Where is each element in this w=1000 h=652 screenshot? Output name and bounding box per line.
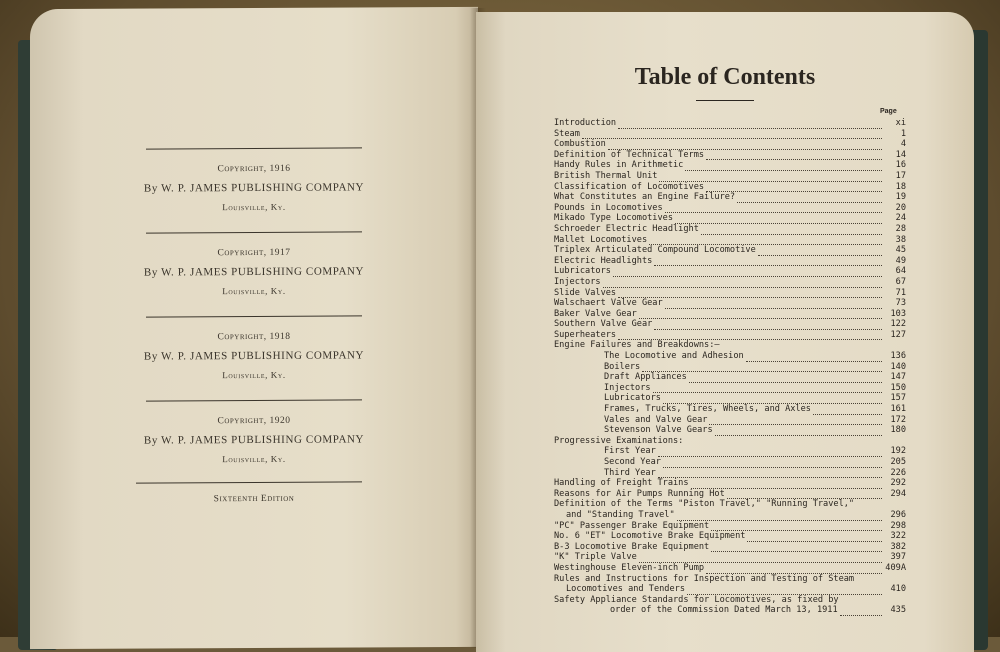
toc-entry-page: 205 [890,457,906,467]
toc-entry-label: Safety Appliance Standards for Locomotives, as fixed by [554,594,839,605]
toc-entry-label: Rules and Instructions for Inspection and Testing of Steam [554,573,855,584]
toc-entry [554,266,906,277]
leader-dots [618,121,882,129]
toc-entry [554,171,906,182]
toc-entry [554,129,906,140]
leader-dots [608,142,882,150]
toc-entry-page: 67 [895,276,906,287]
leader-dots [658,470,882,478]
toc-entry [554,150,906,161]
toc-entry-page: 292 [890,478,906,489]
leader-dots [727,491,882,499]
toc-entry-label: Third Year [604,467,656,478]
toc-entry-page: 150 [890,382,906,393]
toc-entry-page: 382 [890,541,906,552]
toc-entry-page: 49 [895,255,906,266]
toc-entry-label: "PC" Passenger Brake Equipment [554,520,710,531]
leader-dots [747,534,882,542]
toc-entry-label: Injectors [604,382,651,393]
toc-entry [554,340,906,351]
leader-dots [603,280,882,288]
toc-entry [554,531,906,542]
toc-entry-label: Triplex Articulated Compound Locomotive [554,245,756,256]
toc-entry-page: 17 [895,170,906,181]
toc-entry [554,256,906,267]
toc-entry-label: Walschaert Valve Gear [554,298,663,309]
toc-entry [554,309,906,320]
leader-dots [618,290,882,298]
copyright-year: Copyright, 1916 [217,163,291,175]
toc-entry-label: Definition of the Terms "Piston Travel," "Running Travel," [554,499,855,510]
toc-entry-page: 14 [895,149,906,160]
publisher-name: By W. P. JAMES PUBLISHING COMPANY [143,349,365,363]
toc-entry-label: Progressive Examinations: [554,435,684,446]
toc-entry-label: Superheaters [554,329,617,340]
toc-entry-page: 435 [890,605,906,616]
toc-entry [554,446,906,457]
copyright-year: Copyright, 1917 [217,247,291,259]
leader-dots [711,544,882,552]
copyright-block-4 [30,415,478,465]
toc-entry [554,288,906,299]
toc-entry-label: Pounds in Locomotives [554,202,663,213]
toc-entry-page: 28 [895,223,906,234]
toc-entry-label: Engine Failures and Breakdowns:— [554,340,720,351]
leader-dots [687,587,882,595]
leader-dots [649,237,882,245]
toc-entry [554,542,906,553]
copyright-block-2 [30,247,478,297]
toc-entry-page: 64 [895,266,906,277]
toc-entry [554,203,906,214]
toc-entry [554,277,906,288]
leader-dots [613,269,882,277]
leader-dots [618,332,882,340]
toc-entry-page: 136 [890,351,906,362]
toc-entry-label: Boilers [604,361,641,372]
leader-dots [706,184,882,192]
toc-entry [554,298,906,309]
toc-entry-label: Handling of Freight Trains [554,478,689,489]
leader-dots [639,311,882,319]
toc-entry [554,552,906,563]
toc-entry [554,521,906,532]
leader-dots [677,513,882,521]
toc-entry-page: 157 [890,393,906,404]
leader-dots [711,523,882,531]
toc-entry-label: "K" Triple Valve [554,552,637,563]
toc-entry [554,182,906,193]
leader-dots [665,301,882,309]
toc-entry-page: 409A [885,562,906,573]
toc-entry [554,383,906,394]
toc-entry-page: 24 [895,213,906,224]
toc-entry-page: 127 [890,329,906,340]
toc-entry-page: 1 [900,128,906,139]
toc-entry-label: Classification of Locomotives [554,181,705,192]
toc-entry [554,510,906,521]
toc-entry-label: Handy Rules in Arithmetic [554,160,684,171]
toc-entry-page: 16 [895,160,906,171]
toc-entry [554,319,906,330]
toc-entry-page: 172 [890,414,906,425]
toc-entry-label: Mikado Type Locomotives [554,213,673,224]
toc-entry [554,192,906,203]
toc-entry [554,362,906,373]
toc-entry-label: The Locomotive and Adhesion [604,351,744,362]
divider-rule [146,399,362,401]
leader-dots [701,227,882,235]
toc-entry-label: Vales and Valve Gear [604,414,708,425]
page-title: Table of Contents [634,64,816,90]
divider-rule [146,147,362,149]
leader-dots [653,385,882,393]
leader-dots [663,396,882,404]
toc-entry [554,235,906,246]
toc-entry-label: Reasons for Air Pumps Running Hot [554,488,725,499]
page-column-header: Page [880,108,897,115]
toc-entry-label: No. 6 "ET" Locomotive Brake Equipment [554,531,746,542]
leader-dots [639,555,882,563]
toc-entry-page: 140 [890,361,906,372]
toc-entry-label: and "Standing Travel" [566,509,675,520]
leader-dots [642,364,882,372]
toc-entry-page: 20 [895,202,906,213]
toc-entry-page: 4 [900,139,906,150]
toc-entry-label: Combustion [554,139,606,150]
left-page [30,7,478,649]
toc-entry-label: order of the Commission Dated March 13, 1911 [610,605,838,616]
toc-entry [554,160,906,171]
copyright-year: Copyright, 1918 [217,331,291,343]
leader-dots [715,428,882,436]
toc-entry [554,245,906,256]
edition-label: Sixteenth Edition [213,493,295,505]
copyright-block-3 [30,331,478,381]
leader-dots [689,375,882,383]
toc-entry [554,372,906,383]
leader-dots [685,163,882,171]
leader-dots [706,566,882,574]
toc-entry-label: Schroeder Electric Headlight [554,223,699,234]
toc-entry-page: 45 [895,245,906,256]
toc-entry-page: 226 [890,467,906,478]
toc-entry-page: 19 [895,192,906,203]
leader-dots [675,216,882,224]
toc-entry-label: First Year [604,446,656,457]
toc-entry [554,468,906,479]
toc-entry-label: Electric Headlights [554,255,653,266]
toc-entry-page: 296 [890,509,906,520]
toc-entry-label: Injectors [554,276,601,287]
toc-entry [554,118,906,129]
toc-entry-label: Definition of Technical Terms [554,149,705,160]
toc-entry [554,478,906,489]
toc-entry-label: Stevenson Valve Gears [604,425,713,436]
copyright-year: Copyright, 1920 [217,415,291,427]
publisher-city: Louisville, Ky. [222,201,286,213]
toc-entry [554,351,906,362]
leader-dots [654,258,882,266]
toc-entry [554,139,906,150]
toc-entry-page: 294 [890,488,906,499]
toc-entry [554,563,906,574]
toc-entry-page: 18 [895,181,906,192]
publisher-city: Louisville, Ky. [222,453,286,465]
publisher-name: By W. P. JAMES PUBLISHING COMPANY [143,265,365,279]
toc-entry [554,393,906,404]
toc-entry [554,574,906,585]
leader-dots [654,322,882,330]
publisher-city: Louisville, Ky. [222,285,286,297]
right-page [476,12,974,652]
toc-entry-page: 73 [895,298,906,309]
toc-entry-label: Second Year [604,457,661,467]
toc-entry-label: Lubricators [554,266,611,277]
toc-entry-page: 298 [890,520,906,531]
toc-entry-page: 38 [895,234,906,245]
toc-entry-label: Steam [554,128,580,139]
leader-dots [691,481,882,489]
title-underline [696,100,754,101]
toc-entry-label: Mallet Locomotives [554,234,648,245]
toc-entry-label: Introduction [554,118,617,128]
leader-dots [746,354,882,362]
publisher-city: Louisville, Ky. [222,369,286,381]
toc-entry [554,436,906,447]
leader-dots [758,248,882,256]
toc-entry-page: 122 [890,319,906,330]
toc-entry [554,330,906,341]
leader-dots [658,449,882,457]
leader-dots [737,195,882,203]
leader-dots [840,608,882,616]
leader-dots [813,407,882,415]
toc-entry-label: Lubricators [604,393,661,404]
divider-rule [136,481,362,483]
toc-entry-page: 71 [895,287,906,298]
toc-list [554,118,906,616]
toc-entry [554,213,906,224]
publisher-name: By W. P. JAMES PUBLISHING COMPANY [143,181,365,195]
leader-dots [706,152,882,160]
toc-entry-page: 397 [890,552,906,563]
toc-entry [554,499,906,510]
toc-entry-page: xi [895,118,906,128]
leader-dots [709,417,882,425]
toc-entry-label: B-3 Locomotive Brake Equipment [554,541,710,552]
publisher-name: By W. P. JAMES PUBLISHING COMPANY [143,433,365,447]
toc-entry-label: Southern Valve Gear [554,319,653,330]
leader-dots [663,460,882,468]
toc-entry-label: Slide Valves [554,287,617,298]
toc-entry [554,404,906,415]
toc-entry-page: 410 [890,584,906,595]
toc-entry-page: 161 [890,404,906,415]
toc-entry-page: 180 [890,425,906,436]
toc-entry-label: British Thermal Unit [554,170,658,181]
toc-entry-label: Draft Appliances [604,372,687,383]
copyright-block-1 [30,163,478,213]
toc-entry-page: 103 [890,308,906,319]
toc-entry-label: Westinghouse Eleven-inch Pump [554,562,705,573]
toc-entry [554,425,906,436]
toc-entry-label: Locomotives and Tenders [566,584,685,595]
divider-rule [146,231,362,233]
toc-entry [554,224,906,235]
toc-entry [554,595,906,606]
toc-entry [554,605,906,616]
divider-rule [146,315,362,317]
leader-dots [582,131,882,139]
toc-entry [554,489,906,500]
toc-entry-label: Baker Valve Gear [554,308,637,319]
toc-entry [554,584,906,595]
toc-entry-label: What Constitutes an Engine Failure? [554,192,736,203]
toc-entry [554,415,906,426]
toc-entry-page: 322 [890,531,906,542]
leader-dots [659,174,882,182]
toc-entry-page: 147 [890,372,906,383]
leader-dots [665,205,882,213]
toc-entry [554,457,906,468]
toc-entry-label: Frames, Trucks, Tires, Wheels, and Axles [604,404,811,415]
toc-entry-page: 192 [890,446,906,457]
